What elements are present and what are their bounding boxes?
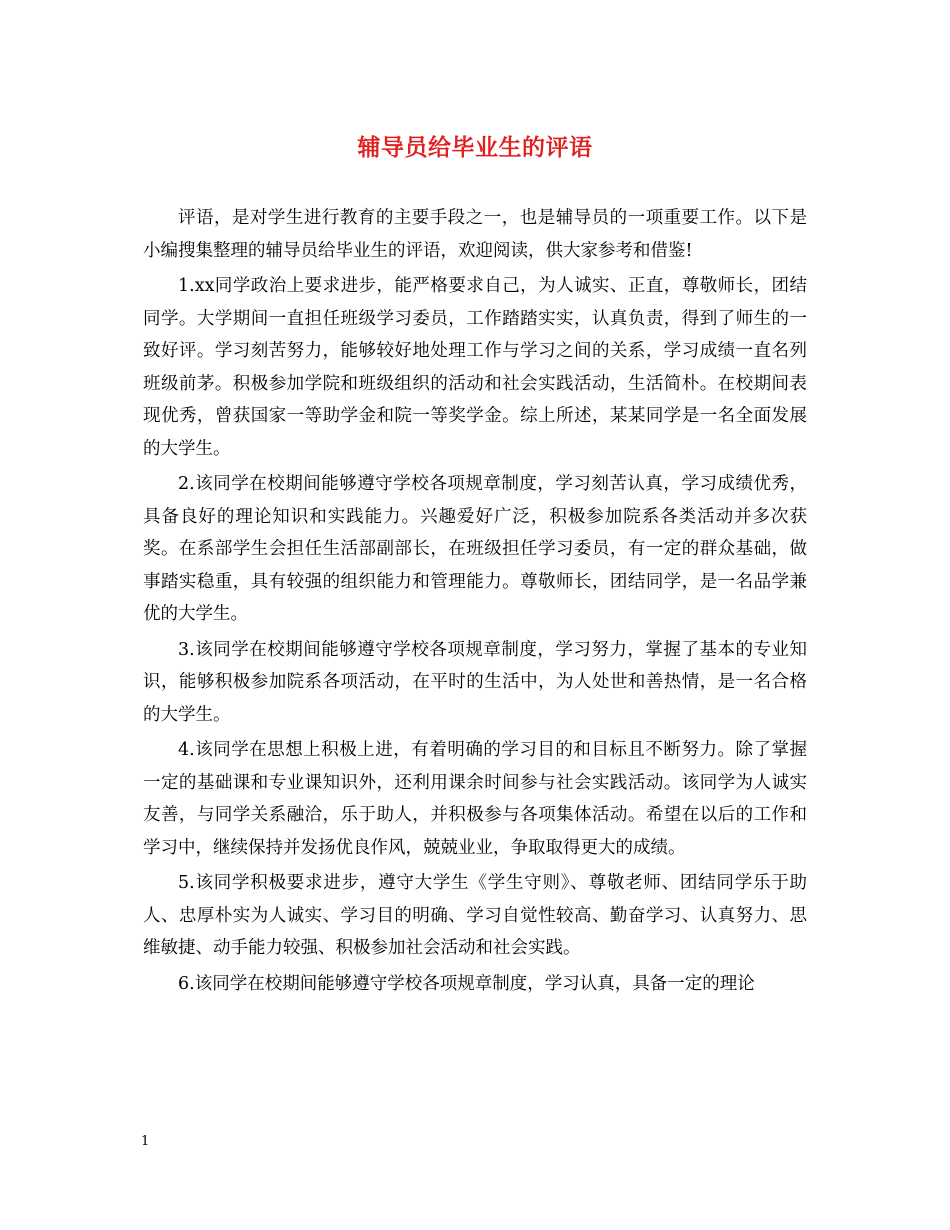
comment-paragraph-2: 2.该同学在校期间能够遵守学校各项规章制度，学习刻苦认真，学习成绩优秀，具备良好的理论知识和实践能力。兴趣爱好广泛，积极参加院系各类活动并多次获奖。在系部学生会担任生活部副部长，在班级担任学习委员，有一定的群众基础，做事踏实稳重，具有较强的组织能力和管理能力。尊敬师长，团结同学，是一名品学兼优的大学生。: [143, 474, 807, 624]
comment-paragraph-1: 1.xx同学政治上要求进步，能严格要求自己，为人诚实、正直，尊敬师长，团结同学。大学期间一直担任班级学习委员，工作踏踏实实，认真负责，得到了师生的一致好评。学习刻苦努力，能够较好地处理工作与学习之间的关系，学习成绩一直名列班级前茅。积极参加学院和班级组织的活动和社会实践活动，生活简朴。在校期间表现优秀，曾获国家一等助学金和院一等奖学金。综上所述，某某同学是一名全面发展的大学生。: [143, 276, 807, 459]
comment-paragraph-5: 5.该同学积极要求进步，遵守大学生《学生守则》、尊敬老师、团结同学乐于助人、忠厚朴实为人诚实、学习目的明确、学习自觉性较高、勤奋学习、认真努力、思维敏捷、动手能力较强、积极参加社会活动和社会实践。: [143, 873, 807, 958]
document-title: 辅导员给毕业生的评语: [357, 134, 593, 161]
intro-paragraph: 评语，是对学生进行教育的主要手段之一，也是辅导员的一项重要工作。以下是小编搜集整理的辅导员给毕业生的评语，欢迎阅读，供大家参考和借鉴!: [143, 208, 807, 261]
comment-paragraph-6: 6.该同学在校期间能够遵守学校各项规章制度，学习认真，具备一定的理论: [178, 973, 755, 994]
document-body: [143, 202, 807, 1003]
page-number: 1: [141, 1134, 150, 1149]
comment-paragraph-4: 4.该同学在思想上积极上进，有着明确的学习目的和目标且不断努力。除了掌握一定的基础课和专业课知识外，还利用课余时间参与社会实践活动。该同学为人诚实友善，与同学关系融洽，乐于助人，并积极参与各项集体活动。希望在以后的工作和学习中，继续保持并发扬优良作风，兢兢业业，争取取得更大的成绩。: [143, 740, 807, 858]
comment-paragraph-3: 3.该同学在校期间能够遵守学校各项规章制度，学习努力，掌握了基本的专业知识，能够积极参加院系各项活动，在平时的生活中，为人处世和善热情，是一名合格的大学生。: [143, 639, 807, 725]
